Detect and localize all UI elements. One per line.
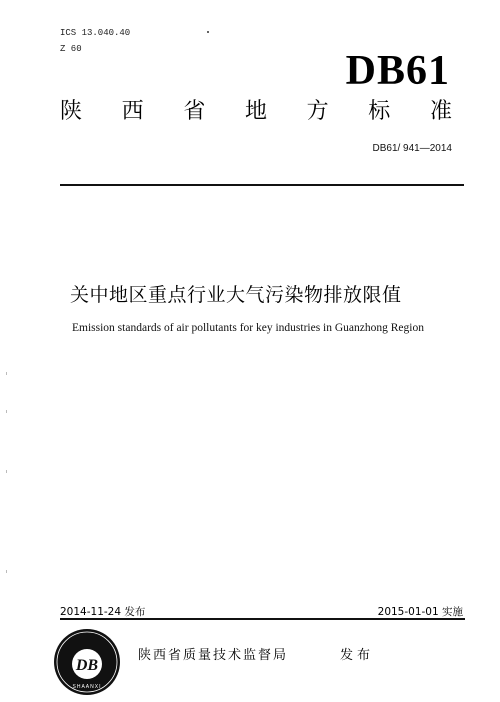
scan-speck [6,372,7,375]
top-divider [60,184,464,186]
issue-label: 发布 [340,648,375,663]
bottom-divider [60,618,465,620]
local-standard-title [60,101,452,123]
scan-speck [6,570,7,573]
title-char: 省 [183,99,206,124]
title-char: 西 [121,99,144,124]
bureau-seal-icon [53,628,121,696]
scan-speck [6,470,7,473]
title-char: 陕 [60,99,83,124]
svg-text:DB: DB [75,657,99,674]
speck [207,31,209,33]
title-char: 方 [306,99,329,124]
scan-speck [6,410,7,413]
standard-number: DB61/ 941—2014 [372,143,452,154]
document-title-cn: 关中地区重点行业大气污染物排放限值 [70,284,402,306]
ics-code: ICS 13.040.40 [60,28,131,38]
db-code: DB61 [345,48,450,94]
implementation-date: 2015-01-01 实施 [377,606,463,618]
document-title-en: Emission standards of air pollutants for key industries in Guanzhong Region [72,322,424,334]
title-char: 地 [244,99,267,124]
title-char: 标 [368,99,391,124]
svg-text:SHAANXI: SHAANXI [72,684,102,690]
title-char: 准 [429,99,452,124]
z-number: Z 60 [60,44,82,54]
issue-date: 2014-11-24 发布 [60,606,146,618]
issuing-authority: 陕西省质量技术监督局 [138,648,289,663]
